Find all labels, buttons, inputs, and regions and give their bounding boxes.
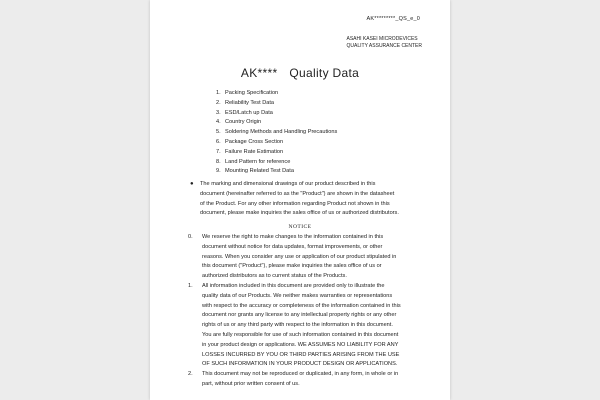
- contents-item-number: 4.: [216, 119, 221, 126]
- notice-item-number: 2.: [188, 371, 193, 378]
- contents-item-label: Mounting Related Test Data: [225, 168, 294, 175]
- contents-item: [216, 109, 337, 119]
- notice-line: quality data of our Products. We neither makes warranties or representations: [202, 292, 393, 299]
- contents-item-label: Failure Rate Estimation: [225, 148, 284, 155]
- contents-item: [216, 118, 337, 128]
- notice-line: rights of us or any third party with respect to the information in this document.: [202, 322, 393, 329]
- notice-line: authorized distributors as to current status of the Products.: [202, 273, 347, 280]
- contents-item: [216, 89, 337, 99]
- notice-line: document nor grants any license to any intellectual property rights or any other: [202, 312, 397, 319]
- contents-item-number: 3.: [216, 109, 221, 116]
- contents-item-number: 2.: [216, 99, 221, 106]
- contents-item: [216, 167, 337, 177]
- contents-item-label: Package Cross Section: [225, 138, 284, 145]
- notice-list: [188, 233, 438, 390]
- marking-note-text: [200, 180, 430, 219]
- title-text: Quality Data: [289, 66, 360, 80]
- contents-item: [216, 138, 337, 148]
- company-name: ASAHI KASEI MICRODEVICES: [346, 36, 418, 42]
- document-number: AK*********_QS_e_0: [366, 16, 420, 22]
- notice-line: OF SUCH INFORMATION IN YOUR PRODUCT DESIGN OR APPLICATIONS.: [202, 361, 398, 368]
- notice-line: You are fully responsible for use of such information contained in this document: [202, 331, 399, 338]
- contents-item: [216, 128, 337, 138]
- contents-item-label: Reliability Test Data: [225, 99, 275, 106]
- note-line: document, please make inquiries the sales office of us or authorized distributors.: [200, 210, 399, 217]
- contents-item-label: Country Origin: [225, 119, 262, 126]
- notice-line: part, without prior written consent of us.: [202, 380, 300, 387]
- notice-item: [188, 233, 438, 282]
- notice-item-number: 1.: [188, 282, 193, 289]
- notice-item-number: 0.: [188, 234, 193, 240]
- notice-heading: NOTICE: [288, 224, 312, 230]
- note-line: The marking and dimensional drawings of our product described in this: [200, 181, 376, 187]
- notice-line: reasons. When you consider any use or application of our product stipulated in: [202, 253, 397, 260]
- contents-item: [216, 158, 337, 168]
- notice-line: this document ("Product"), please make inquiries the sales office of us or: [202, 263, 382, 270]
- contents-item: [216, 148, 337, 158]
- contents-item-label: Packing Specification: [225, 90, 279, 96]
- contents-item-number: 1.: [216, 90, 221, 96]
- note-line: of the Product. For any other information regarding Product not shown in this: [200, 200, 390, 207]
- notice-line: We reserve the right to make changes to the information contained in this: [202, 234, 384, 240]
- contents-item-number: 5.: [216, 129, 221, 136]
- contents-item-number: 9.: [216, 168, 221, 175]
- page-title: [150, 66, 450, 80]
- contents-list: [216, 89, 337, 177]
- notice-line: document without notice for data updates, format improvements, or other: [202, 243, 383, 250]
- notice-line: All information included in this document are provided only to illustrate the: [202, 282, 385, 289]
- notice-line: in your product design or applications. WE ASSUMES NO LIABILITY FOR ANY: [202, 341, 399, 348]
- contents-item-number: 6.: [216, 138, 221, 145]
- notice-item: [188, 370, 438, 390]
- department-name: QUALITY ASSURANCE CENTER: [346, 43, 422, 49]
- bullet-icon: ●: [190, 181, 194, 187]
- contents-item: [216, 99, 337, 109]
- notice-line: LOSSES INCURRED BY YOU OR THIRD PARTIES ARISING FROM THE USE: [202, 351, 400, 358]
- notice-line: with respect to the accuracy or completeness of the information contained in this: [202, 302, 401, 309]
- contents-item-label: Soldering Methods and Handling Precautions: [225, 129, 338, 136]
- company-block: [347, 36, 422, 50]
- title-model: AK****: [240, 66, 278, 80]
- document-page: [150, 0, 450, 400]
- note-line: document (hereinafter referred to as the "Product") are shown in the datasheet: [200, 190, 395, 197]
- notice-line: This document may not be reproduced or duplicated, in any form, in whole or in: [202, 371, 399, 378]
- contents-item-number: 7.: [216, 148, 221, 155]
- contents-item-number: 8.: [216, 158, 221, 165]
- contents-item-label: ESD/Latch up Data: [225, 109, 273, 116]
- notice-item: [188, 282, 438, 370]
- contents-item-label: Land Pattern for reference: [225, 158, 291, 165]
